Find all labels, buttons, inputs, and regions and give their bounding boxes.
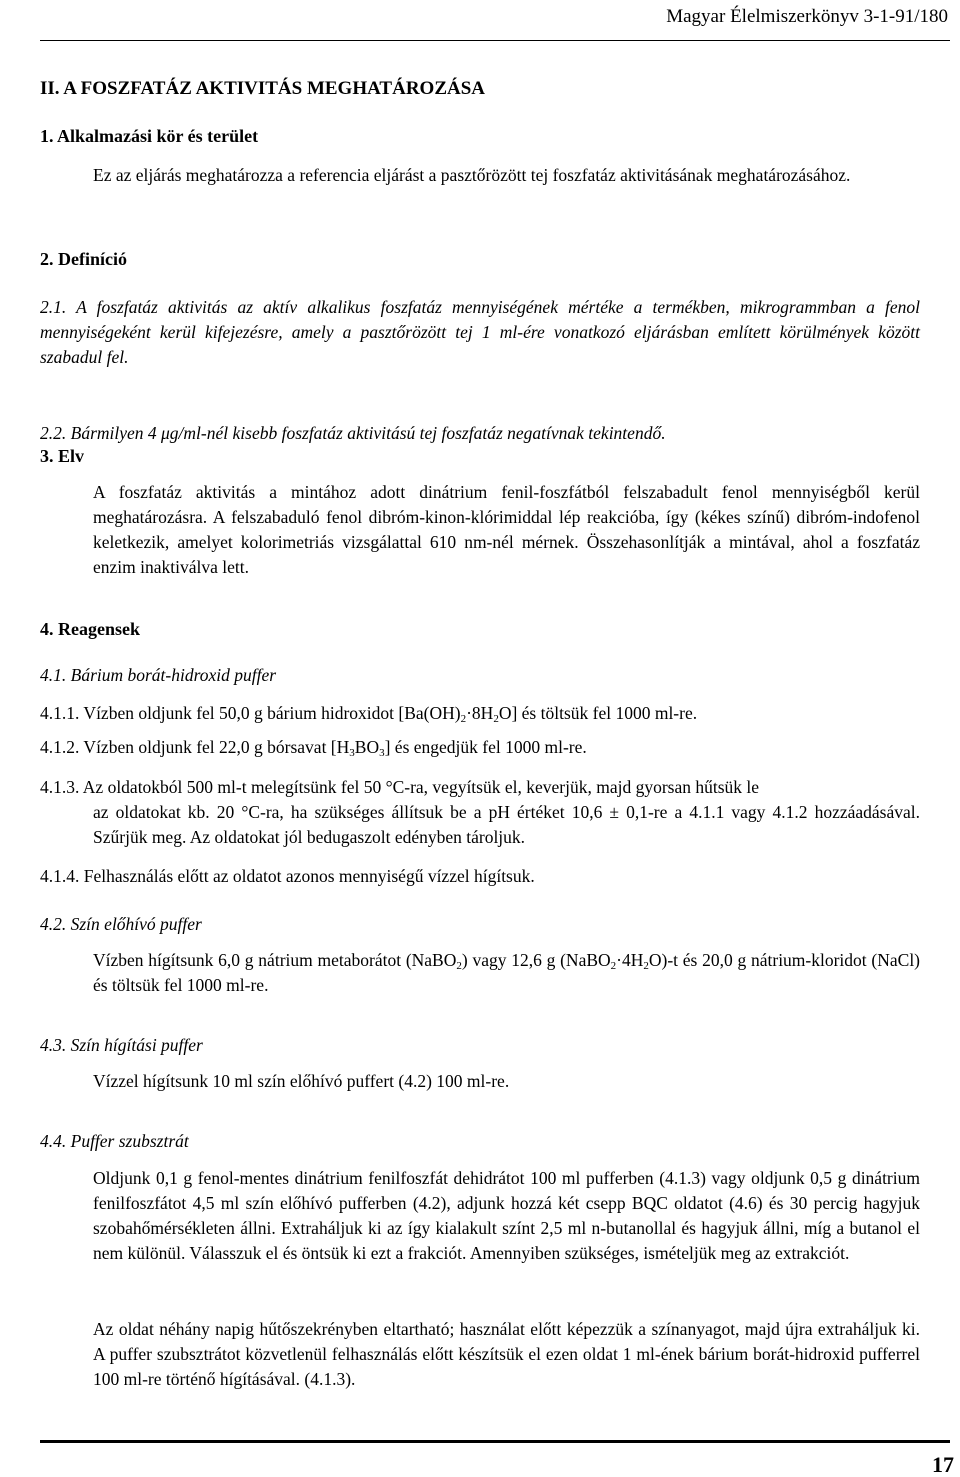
section-3-text: A foszfatáz aktivitás a mintához adott dinátrium fenil-foszfátból felszabadult fenol mennyiségből kerül meghatározásra. A felszabaduló fenol dibróm-kinon-klórimiddal lép reakcióba, így (kékes színű) dibróm-indofenol keletkezik, amelyet kolorimetriás vizsgálattal 610 nm-nél mérnek. Összehasonlítják a mintával, ahol a foszfatáz enzim inaktiválva lett. (93, 482, 920, 577)
section-2-heading: 2. Definíció (40, 249, 127, 269)
item-4-1-2: 4.1.2. Vízben oldjunk fel 22,0 g bórsavat $[H_3BO_3]$ és engedjük fel 1000 ml-re. (40, 737, 587, 759)
definition-2-2: 2.2. Bármilyen 4 μg/ml-nél kisebb foszfatáz aktivitású tej foszfatáz negatívnak tekintendő. (40, 423, 666, 443)
section-4-heading: 4. Reagensek (40, 619, 140, 639)
reagent-4-4-heading: 4.4. Puffer szubsztrát (40, 1131, 189, 1151)
reagent-4-2-text: Vízben hígítsunk 6,0 g nátrium metaborátot (NaBO$_2$) vagy 12,6 g $(NaBO_2\cdot 4H_2O)-t$ és 20,0 g nátrium-kloridot (NaCl) és töltsük fel 1000 ml-re. (93, 950, 921, 995)
reagent-4-3-heading: 4.3. Szín hígítási puffer (40, 1035, 203, 1055)
header-rule (40, 40, 950, 41)
item-4-1-3-lead: 4.1.3. Az oldatokból 500 ml-t melegítsünk fel 50 °C-ra, vegyítsük el, keverjük, majd gyorsan hűtsük le (40, 777, 760, 797)
item-4-1-1: 4.1.1. Vízben oldjunk fel 50,0 g bárium hidroxidot $[Ba(OH)_2\cdot 8H_2O]$ és töltsük fel 1000 ml-re. (40, 703, 698, 725)
reagent-4-1-heading: 4.1. Bárium borát-hidroxid puffer (40, 665, 277, 685)
running-header: Magyar Élelmiszerkönyv 3-1-91/180 (666, 6, 948, 27)
section-1-heading: 1. Alkalmazási kör és terület (40, 126, 259, 146)
reagent-4-3-text: Vízzel hígítsunk 10 ml szín előhívó puffert (4.2) 100 ml-re. (93, 1071, 510, 1091)
page-number: 17 (932, 1452, 954, 1477)
section-1-text: Ez az eljárás meghatározza a referencia eljárást a pasztőrözött tej foszfatáz aktivitásának meghatározásához. (93, 165, 851, 185)
footer-rule (40, 1440, 950, 1443)
reagent-4-4-paragraph-1: Oldjunk 0,1 g fenol-mentes dinátrium fenilfoszfát dehidrátot 100 ml pufferben (4.1.3) vagy oldjunk 0,5 g dinátrium fenilfoszfátot 4,5 ml szín előhívó pufferben (4.2), adjunk hozzá két csepp BQC oldatot (4.6) és 30 percig hagyjuk szobahőmérsékleten állni. Extraháljuk ki az így kialakult színt 2,5 ml n-butanollal és hagyjuk állni, míg a butanol el nem különül. Válasszuk el és öntsük ki ezt a frakciót. Amennyiben szükséges, ismételjük meg az extrakciót. (93, 1168, 920, 1263)
item-4-1-4: 4.1.4. Felhasználás előtt az oldatot azonos mennyiségű vízzel hígítsuk. (40, 866, 535, 886)
definition-2-1: 2.1. A foszfatáz aktivitás az aktív alkalikus foszfatáz mennyiségének mértéke a termékben, mikrogrammban a fenol mennyiségeként kerül kifejezésre, amely a pasztőrözött tej 1 ml-ére vonatkozó eljárásban említett körülmények között szabadul fel. (40, 297, 920, 367)
document-title: II. A FOSZFATÁZ AKTIVITÁS MEGHATÁROZÁSA (40, 78, 486, 99)
reagent-4-4-paragraph-2: Az oldat néhány napig hűtőszekrényben eltartható; használat előtt képezzük a színanyagot, majd újra extraháljuk ki. A puffer szubsztrátot közvetlenül felhasználás előtt készítsük el ezen oldat 1 ml-ének bárium borát-hidroxid pufferrel 100 ml-re történő hígításával. (4.1.3). (93, 1319, 920, 1389)
section-3-heading: 3. Elv (40, 446, 85, 466)
item-4-1-3-continuation: az oldatokat kb. 20 °C-ra, ha szükséges állítsuk be a pH értéket 10,6 ± 0,1-re a 4.1.1 vagy 4.1.2 hozzáadásával. Szűrjük meg. Az oldatokat jól bedugaszolt edényben tároljuk. (93, 802, 920, 847)
reagent-4-2-heading: 4.2. Szín előhívó puffer (40, 914, 202, 934)
